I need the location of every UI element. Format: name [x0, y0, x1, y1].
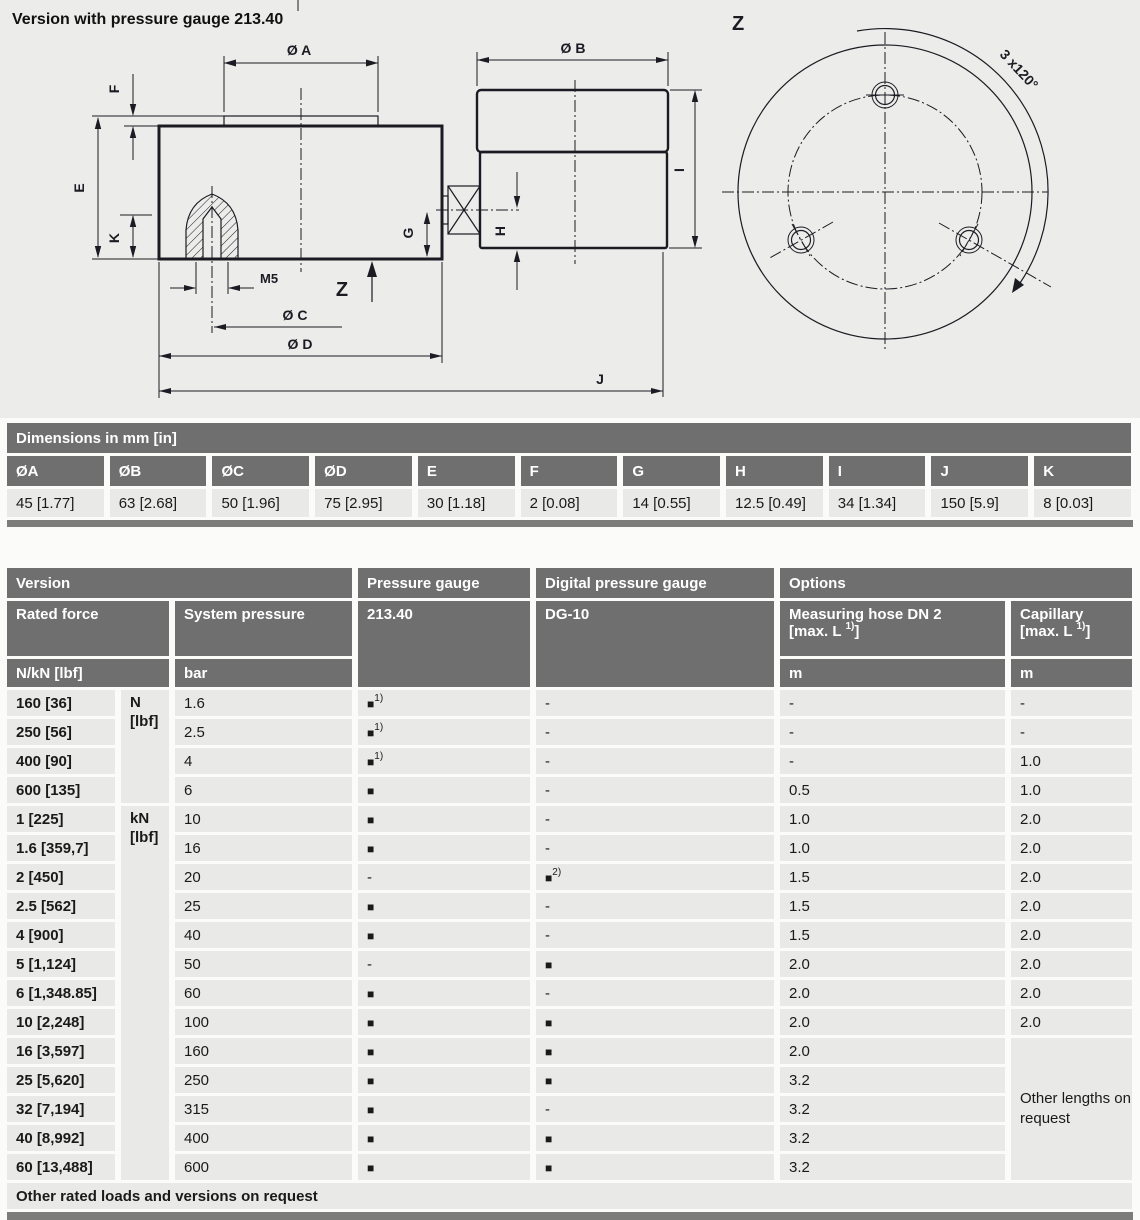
selection-footer-row: [7, 1183, 1132, 1209]
dim-col-header: H: [726, 456, 823, 486]
dim-value: 2 [0.08]: [521, 489, 618, 517]
dg10-cell: -: [536, 719, 774, 745]
rated-force-cell: 250 [56]: [7, 719, 115, 745]
hose-cell: 3.2: [780, 1154, 1005, 1180]
table-row: [7, 806, 1132, 832]
rated-force-cell: 6 [1,348.85]: [7, 980, 115, 1006]
capillary-cell: 2.0: [1011, 922, 1132, 948]
hose-cell: 3.2: [780, 1096, 1005, 1122]
system-pressure-cell: 1.6: [175, 690, 352, 716]
table-row: [7, 951, 1132, 977]
system-pressure-cell: 20: [175, 864, 352, 890]
dim-col-header: E: [418, 456, 515, 486]
dg10-cell: ■: [536, 1009, 774, 1035]
dim-col-header: ØA: [7, 456, 104, 486]
gauge-213-cell: ■: [358, 806, 530, 832]
rated-force-cell: 600 [135]: [7, 777, 115, 803]
hose-cell: 2.0: [780, 1009, 1005, 1035]
gauge-213-cell: ■: [358, 1154, 530, 1180]
gauge-213-cell: ■: [358, 1009, 530, 1035]
capillary-cell: 2.0: [1011, 1009, 1132, 1035]
dim-m5: [170, 262, 278, 294]
svg-text:M5: M5: [260, 271, 279, 286]
gauge-213-cell: -: [358, 951, 530, 977]
dg10-cell: -: [536, 806, 774, 832]
digital-model-header: DG-10: [536, 601, 774, 687]
gauge-213-cell: ■: [358, 980, 530, 1006]
capillary-cell: 2.0: [1011, 951, 1132, 977]
dim-col-header: K: [1034, 456, 1131, 486]
rated-force-cell: 1.6 [359,7]: [7, 835, 115, 861]
rated-force-cell: 400 [90]: [7, 748, 115, 774]
technical-drawing-section: [0, 0, 1140, 418]
svg-text:Ø D: Ø D: [287, 336, 313, 352]
capillary-cell: 2.0: [1011, 893, 1132, 919]
dg10-cell: ■$^{2)}$: [536, 864, 774, 890]
gauge-cap: [477, 90, 668, 152]
table-row: [7, 690, 1132, 716]
dimensions-column-header-row: [7, 456, 1131, 486]
dim-col-header: ØB: [110, 456, 207, 486]
dim-dia-d: [159, 262, 442, 398]
rated-force-cell: 160 [36]: [7, 690, 115, 716]
table-row: [7, 1067, 1132, 1093]
rated-force-cell: 40 [8,992]: [7, 1125, 115, 1151]
dim-col-header: ØC: [212, 456, 309, 486]
rated-force-cell: 2 [450]: [7, 864, 115, 890]
options-header: Options: [780, 568, 1132, 598]
table-row: [7, 893, 1132, 919]
digital-pressure-gauge-header: Digital pressure gauge: [536, 568, 774, 598]
dimension-drawing: [0, 0, 1140, 418]
side-view: [71, 42, 663, 398]
version-header: Version: [7, 568, 352, 598]
rated-force-cell: 32 [7,194]: [7, 1096, 115, 1122]
hose-cell: 0.5: [780, 777, 1005, 803]
bolt-hole-top: [866, 82, 904, 108]
table-row: [7, 980, 1132, 1006]
svg-text:Ø A: Ø A: [286, 42, 312, 58]
table-row: [7, 1038, 1132, 1064]
svg-text:J: J: [596, 371, 604, 387]
footer-note: Other rated loads and versions on request: [7, 1183, 1132, 1209]
capillary-cell: 2.0: [1011, 835, 1132, 861]
dimensions-table: [1, 420, 1137, 520]
svg-text:I: I: [671, 168, 687, 172]
dim-dia-c: [214, 307, 342, 330]
svg-text:E: E: [71, 183, 87, 193]
system-pressure-cell: 100: [175, 1009, 352, 1035]
dg10-cell: -: [536, 1096, 774, 1122]
table-row: [7, 922, 1132, 948]
dg10-cell: -: [536, 980, 774, 1006]
gauge-213-cell: ■: [358, 1125, 530, 1151]
dim-h: [492, 172, 520, 290]
rated-force-cell: 25 [5,620]: [7, 1067, 115, 1093]
capillary-cell: 1.0: [1011, 748, 1132, 774]
dg10-cell: ■: [536, 951, 774, 977]
dim-col-header: G: [623, 456, 720, 486]
hose-cell: 2.0: [780, 1038, 1005, 1064]
svg-text:Ø B: Ø B: [560, 40, 586, 56]
hose-cell: 1.5: [780, 922, 1005, 948]
dim-col-header: ØD: [315, 456, 412, 486]
dg10-cell: -: [536, 893, 774, 919]
dim-value: 8 [0.03]: [1034, 489, 1131, 517]
capillary-header: Capillary [max. L $^{1)}$]: [1011, 601, 1132, 656]
dim-col-header: J: [931, 456, 1028, 486]
dg10-cell: -: [536, 922, 774, 948]
bolt-hole-left: [768, 222, 833, 259]
system-pressure-cell: 60: [175, 980, 352, 1006]
gauge-model-header: 213.40: [358, 601, 530, 687]
hose-unit-header: m: [780, 659, 1005, 687]
system-pressure-cell: 160: [175, 1038, 352, 1064]
table-row: [7, 748, 1132, 774]
dim-dia-a: [224, 42, 378, 112]
svg-text:H: H: [492, 225, 508, 237]
pressure-gauge-view: [436, 40, 702, 290]
dim-value: 150 [5.9]: [931, 489, 1028, 517]
capillary-cell: -: [1011, 690, 1132, 716]
dg10-cell: -: [536, 748, 774, 774]
unit-cell: N [lbf]: [121, 690, 169, 803]
table-row: [7, 864, 1132, 890]
dg10-cell: -: [536, 690, 774, 716]
capillary-cell: 1.0: [1011, 777, 1132, 803]
dim-value: 34 [1.34]: [829, 489, 926, 517]
measuring-hose-header: Measuring hose DN 2 [max. L $^{1)}$]: [780, 601, 1005, 656]
pressure-gauge-header: Pressure gauge: [358, 568, 530, 598]
capillary-cell: 2.0: [1011, 806, 1132, 832]
system-pressure-cell: 25: [175, 893, 352, 919]
rated-force-cell: 10 [2,248]: [7, 1009, 115, 1035]
drawing-title: Version with pressure gauge 213.40: [12, 11, 284, 28]
dg10-cell: -: [536, 777, 774, 803]
gauge-213-cell: ■: [358, 835, 530, 861]
table-row: [7, 1009, 1132, 1035]
dim-g: [400, 212, 430, 257]
selection-header-row-1: [7, 568, 1132, 598]
version-selection-table: [1, 565, 1138, 1212]
pressure-unit-header: bar: [175, 659, 352, 687]
capillary-cell: 2.0: [1011, 980, 1132, 1006]
system-pressure-cell: 40: [175, 922, 352, 948]
gauge-213-cell: ■: [358, 777, 530, 803]
hose-cell: 2.0: [780, 951, 1005, 977]
hose-cell: 3.2: [780, 1125, 1005, 1151]
table-row: [7, 1096, 1132, 1122]
dim-col-header: I: [829, 456, 926, 486]
table-row: [7, 719, 1132, 745]
svg-text:3 x120°: 3 x120°: [996, 46, 1042, 93]
svg-text:G: G: [400, 227, 416, 239]
system-pressure-cell: 250: [175, 1067, 352, 1093]
dim-i: [669, 90, 702, 248]
unit-cell: kN [lbf]: [121, 806, 169, 1180]
svg-text:K: K: [106, 232, 122, 244]
page-bottom-bar: [7, 1212, 1133, 1220]
gauge-213-cell: ■: [358, 922, 530, 948]
system-pressure-cell: 4: [175, 748, 352, 774]
force-unit-header: N/kN [lbf]: [7, 659, 169, 687]
dg10-cell: ■: [536, 1038, 774, 1064]
capillary-unit-header: m: [1011, 659, 1132, 687]
gauge-213-cell: ■: [358, 1096, 530, 1122]
rated-force-cell: 1 [225]: [7, 806, 115, 832]
hose-cell: 3.2: [780, 1067, 1005, 1093]
dim-col-header: F: [521, 456, 618, 486]
hose-cell: 1.5: [780, 893, 1005, 919]
system-pressure-cell: 315: [175, 1096, 352, 1122]
system-pressure-cell: 2.5: [175, 719, 352, 745]
gauge-213-cell: ■$^{1)}$: [358, 719, 530, 745]
dim-hole-pattern: [857, 29, 1048, 293]
table-row: [7, 835, 1132, 861]
table-row: [7, 777, 1132, 803]
dim-k: [106, 215, 152, 258]
hose-cell: 1.5: [780, 864, 1005, 890]
hose-cell: -: [780, 690, 1005, 716]
hose-cell: -: [780, 748, 1005, 774]
system-pressure-cell: 16: [175, 835, 352, 861]
rated-force-cell: 2.5 [562]: [7, 893, 115, 919]
rated-force-cell: 4 [900]: [7, 922, 115, 948]
dg10-cell: ■: [536, 1067, 774, 1093]
system-pressure-cell: 50: [175, 951, 352, 977]
hose-cell: 2.0: [780, 980, 1005, 1006]
rated-force-header: Rated force: [7, 601, 169, 656]
z-axis-label: Z: [335, 279, 349, 301]
selection-table-body: [7, 690, 1132, 1180]
capillary-cell: 2.0: [1011, 864, 1132, 890]
dimensions-table-title: Dimensions in mm [in]: [7, 423, 1131, 453]
dim-j: [159, 252, 663, 397]
z-view: [722, 13, 1051, 352]
svg-text:Ø C: Ø C: [282, 307, 308, 323]
gauge-213-cell: ■$^{1)}$: [358, 748, 530, 774]
gauge-213-cell: ■: [358, 1067, 530, 1093]
selection-header-row-2: [7, 601, 1132, 656]
table-row: [7, 1125, 1132, 1151]
rated-force-cell: 60 [13,488]: [7, 1154, 115, 1180]
system-pressure-header: System pressure: [175, 601, 352, 656]
svg-text:F: F: [106, 84, 122, 94]
system-pressure-cell: 400: [175, 1125, 352, 1151]
dim-value: 14 [0.55]: [623, 489, 720, 517]
hose-cell: -: [780, 719, 1005, 745]
hose-cell: 1.0: [780, 835, 1005, 861]
dg10-cell: ■: [536, 1154, 774, 1180]
gauge-213-cell: ■$^{1)}$: [358, 690, 530, 716]
dim-value: 30 [1.18]: [418, 489, 515, 517]
z-view-label: Z: [732, 13, 745, 35]
gauge-213-cell: -: [358, 864, 530, 890]
gauge-213-cell: ■: [358, 1038, 530, 1064]
rated-force-cell: 16 [3,597]: [7, 1038, 115, 1064]
system-pressure-cell: 10: [175, 806, 352, 832]
gauge-body: [480, 152, 667, 248]
system-pressure-cell: 6: [175, 777, 352, 803]
z-axis-arrow: [336, 261, 377, 302]
other-lengths-cell: Other lengths on request: [1011, 1038, 1132, 1180]
dim-value: 63 [2.68]: [110, 489, 207, 517]
system-pressure-cell: 600: [175, 1154, 352, 1180]
dimensions-value-row: [7, 489, 1131, 517]
dim-dia-b: [477, 40, 668, 86]
dg10-cell: -: [536, 835, 774, 861]
rated-force-cell: 5 [1,124]: [7, 951, 115, 977]
dim-value: 75 [2.95]: [315, 489, 412, 517]
dim-value: 50 [1.96]: [212, 489, 309, 517]
bolt-hole-right: [939, 223, 1051, 287]
dim-value: 12.5 [0.49]: [726, 489, 823, 517]
dim-value: 45 [1.77]: [7, 489, 104, 517]
capillary-cell: -: [1011, 719, 1132, 745]
dg10-cell: ■: [536, 1125, 774, 1151]
gauge-213-cell: ■: [358, 893, 530, 919]
dimensions-table-bottom-bar: [7, 520, 1133, 527]
table-row: [7, 1154, 1132, 1180]
hose-cell: 1.0: [780, 806, 1005, 832]
